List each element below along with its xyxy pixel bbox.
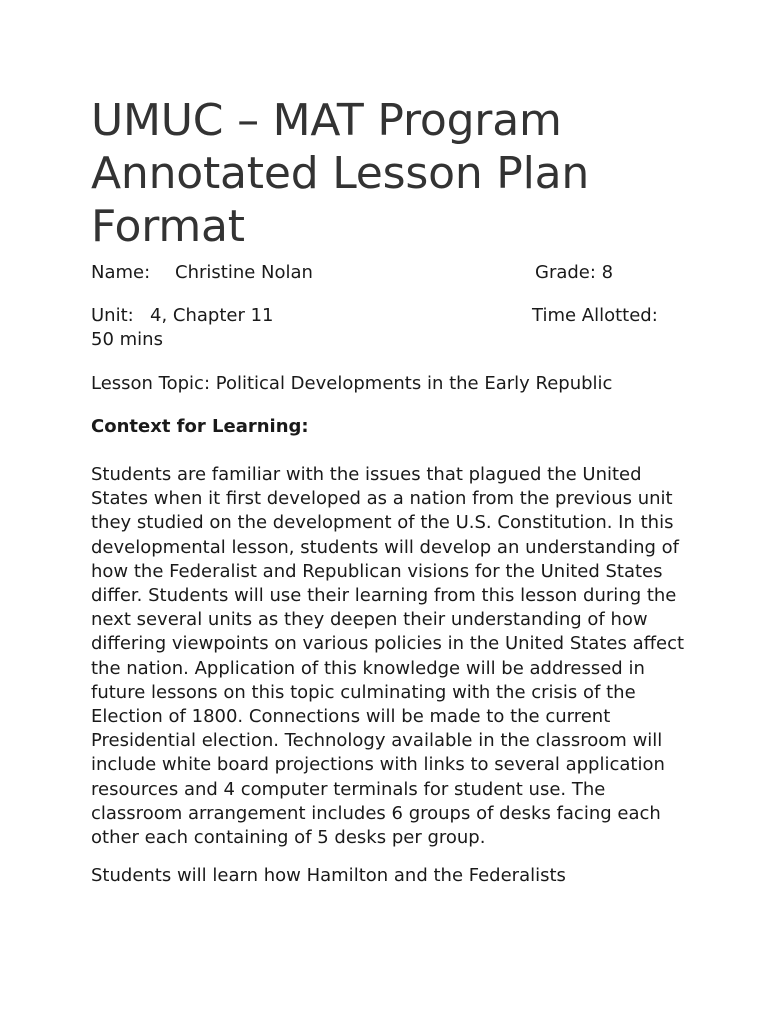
time-allotted-label: Time Allotted:	[532, 305, 658, 326]
context-paragraph-1: Students are familiar with the issues that plagued the United States when it first developed as a nation from the previous unit they studied on the development of the U.S. Constitution. In this developmental lesson, students will develop an understanding of how the Federalist and Republican visions for the United States differ. Students will use their learning from this lesson during the next several units as they deepen their understanding of how differing viewpoints on various policies in the United States affect the nation. Application of this knowledge will be addressed in future lessons on this topic culminating with the crisis of the Election of 1800. Connections will be made to the current Presidential election. Technology available in the classroom will include white board projections with links to several application resources and 4 computer terminals for student use. The classroom arrangement includes 6 groups of desks facing each other each containing of 5 desks per group.	[91, 464, 685, 849]
name-label: Name:	[91, 262, 151, 283]
title-line-1: UMUC – MAT Program	[91, 95, 562, 146]
unit-value: 4, Chapter 11	[150, 305, 274, 326]
name-value: Christine Nolan	[175, 262, 313, 283]
title-line-2: Annotated Lesson Plan	[91, 148, 590, 199]
lesson-topic: Lesson Topic: Political Developments in the Early Republic	[91, 373, 613, 394]
time-allotted-value: 50 mins	[91, 329, 163, 350]
grade-text: Grade: 8	[535, 262, 614, 283]
document-page	[91, 94, 691, 902]
unit-label: Unit:	[91, 305, 134, 326]
context-heading: Context for Learning:	[91, 416, 309, 437]
name-grade-row	[91, 261, 691, 285]
document-title	[91, 94, 691, 253]
unit-time-row	[91, 304, 691, 328]
context-paragraph-2: Students will learn how Hamilton and the Federalists	[91, 865, 566, 887]
title-line-3: Format	[91, 201, 245, 252]
